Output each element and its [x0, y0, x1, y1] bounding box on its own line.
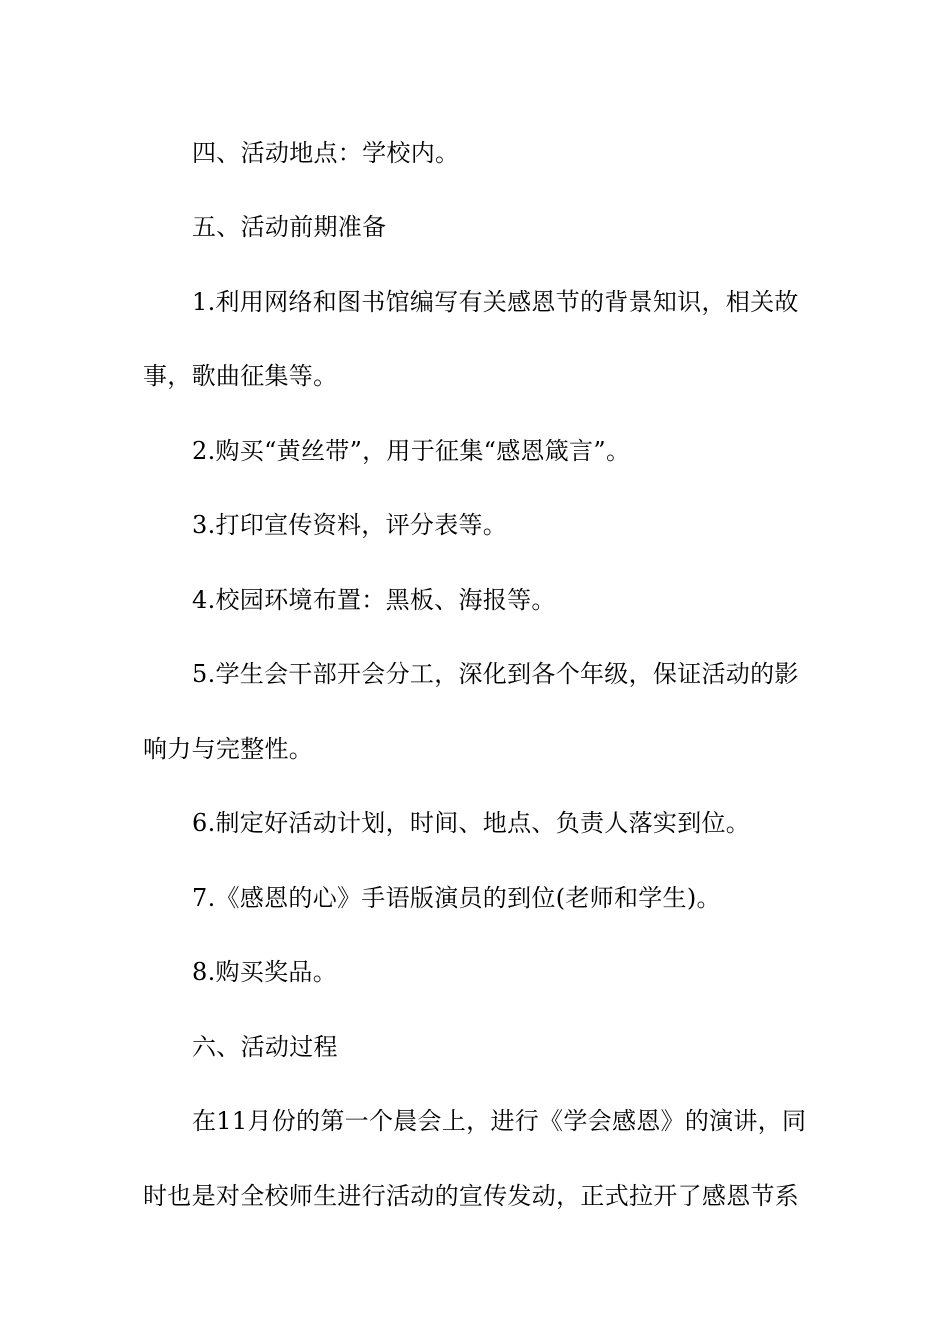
process-paragraph-line-1: 在11月份的第一个晨会上，进行《学会感恩》的演讲，同: [192, 1107, 807, 1135]
process-paragraph-line-2: 时也是对全校师生进行活动的宣传发动，正式拉开了感恩节系: [143, 1182, 800, 1210]
prep-item-2: 2.购买“黄丝带”，用于征集“感恩箴言”。: [192, 437, 631, 465]
prep-item-1: 1.利用网络和图书馆编写有关感恩节的背景知识，相关故: [192, 288, 799, 316]
prep-item-4: 4.校园环境布置：黑板、海报等。: [192, 586, 556, 614]
prep-item-3: 3.打印宣传资料，评分表等。: [192, 511, 508, 539]
prep-item-6: 6.制定好活动计划，时间、地点、负责人落实到位。: [192, 809, 751, 837]
prep-item-5: 5.学生会干部开会分工，深化到各个年级，保证活动的影: [192, 660, 799, 688]
section-4-heading: 四、活动地点：学校内。: [192, 139, 460, 167]
prep-item-7: 7.《感恩的心》手语版演员的到位(老师和学生)。: [192, 884, 721, 912]
section-5-heading: 五、活动前期准备: [192, 213, 387, 241]
prep-item-5-continued: 响力与完整性。: [143, 735, 314, 763]
prep-item-1-continued: 事，歌曲征集等。: [143, 362, 338, 390]
prep-item-8: 8.购买奖品。: [192, 958, 337, 986]
section-6-heading: 六、活动过程: [192, 1033, 338, 1061]
